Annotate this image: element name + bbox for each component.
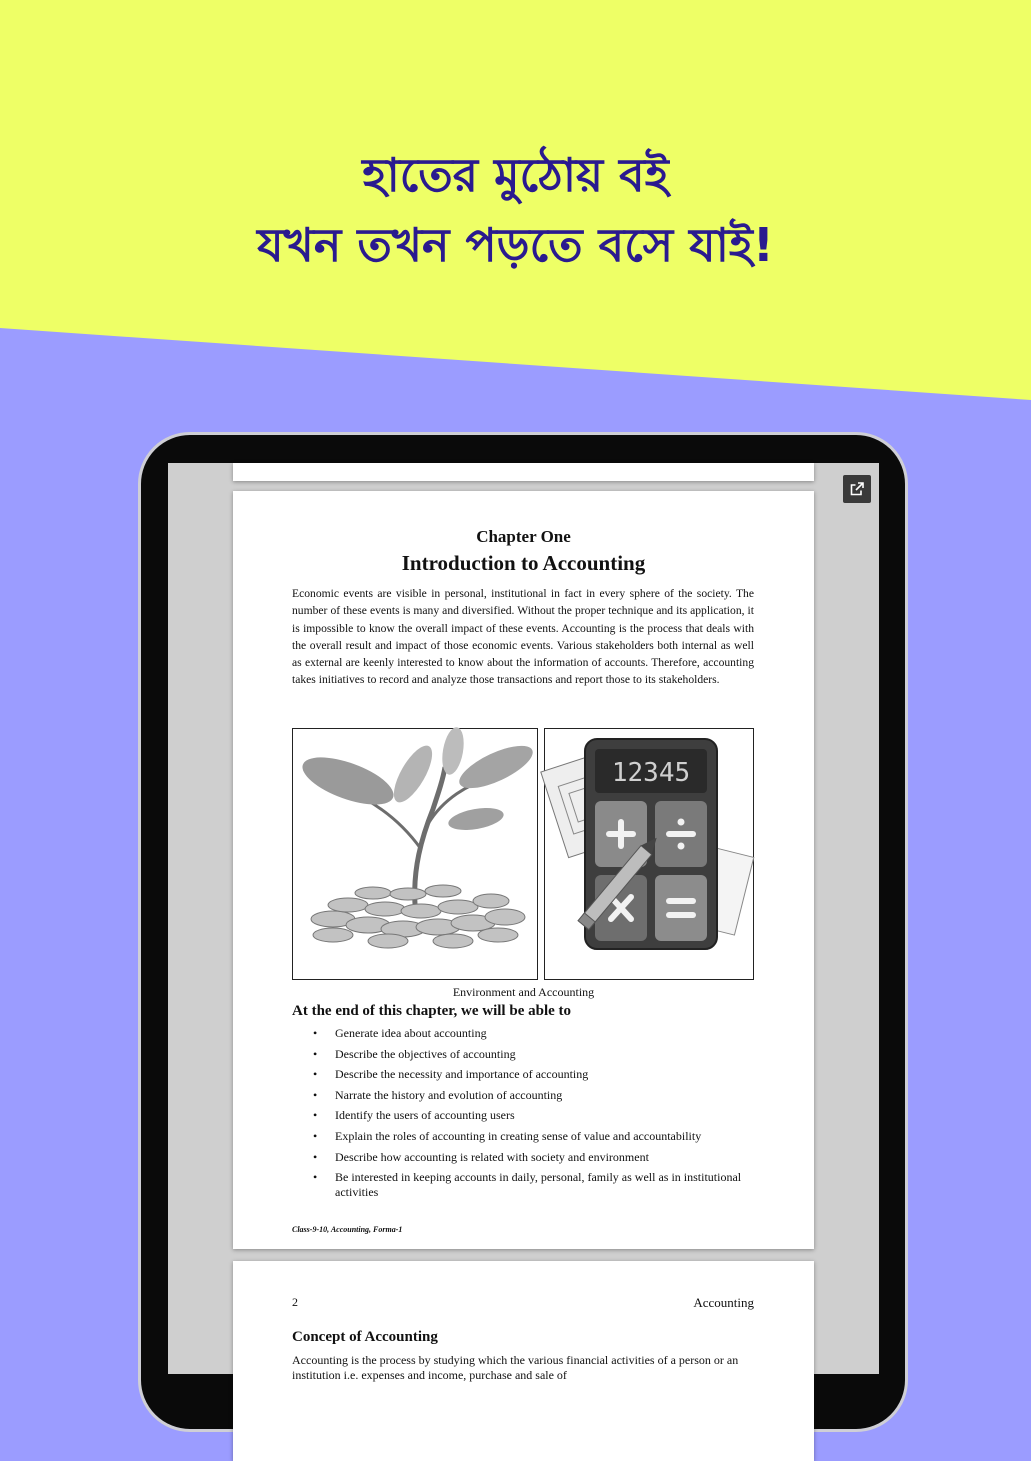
plant-growing-from-coins-icon (293, 729, 536, 978)
list-item: • Describe how accounting is related with society and environment (335, 1150, 765, 1165)
list-item: • Describe the objectives of accounting (335, 1047, 765, 1062)
promo-headline (0, 140, 1031, 280)
list-item: • Explain the roles of accounting in creating sense of value and accountability (335, 1129, 765, 1144)
open-external-button[interactable] (843, 475, 871, 503)
calculator-icon (545, 729, 752, 978)
chapter-number: Chapter One (476, 527, 571, 546)
list-item: • Narrate the history and evolution of accounting (335, 1088, 765, 1103)
open-in-new-icon (849, 481, 865, 497)
page-footer: Class-9-10, Accounting, Forma-1 (292, 1225, 403, 1234)
section-title: Concept of Accounting (292, 1329, 438, 1345)
pdf-viewer-screen[interactable] (168, 463, 879, 1382)
running-head: Accounting (693, 1295, 754, 1310)
list-item: • Describe the necessity and importance of accounting (335, 1067, 765, 1082)
previous-page-edge (233, 463, 814, 481)
chapter-figures (292, 728, 754, 980)
headline-line-1: হাতের মুঠোয় বই (362, 148, 669, 202)
objectives-heading: At the end of this chapter, we will be able to (292, 1003, 572, 1019)
calculator-figure (544, 728, 754, 980)
pdf-page-2 (233, 1261, 814, 1461)
headline-line-2: যখন তখন পড়তে বসে যাই! (257, 218, 774, 272)
list-item: • Identify the users of accounting users (335, 1108, 765, 1123)
pdf-page-1 (233, 491, 814, 1249)
calculator-display-text: 12345 (611, 758, 691, 788)
intro-paragraph: Economic events are visible in personal, institutional in fact in every sphere of the society. The number of these events is many and diversified. Without the proper technique and its application, it is impossible to know the overall impact of these events. Accounting is the process that deals with the overall result and impact of those economic events. Various stakeholders both internal as well as external are keenly interested to know about the information of accounts. Therefore, accounting takes initiatives to record and analyze those transactions and report those to its stakeholders. (292, 587, 754, 687)
list-item: • Be interested in keeping accounts in daily, personal, family as well as in institutional activities (335, 1170, 765, 1200)
chapter-title: Introduction to Accounting (401, 551, 646, 575)
page-number: 2 (292, 1295, 298, 1309)
section-text: Accounting is the process by studying which the various financial activities of a person or an institution i.e. expenses and income, purchase and sale of (292, 1353, 739, 1382)
plant-coins-figure (292, 728, 538, 980)
objectives-list (335, 1026, 765, 1206)
figure-caption: Environment and Accounting (452, 985, 595, 999)
list-item: • Generate idea about accounting (335, 1026, 765, 1041)
